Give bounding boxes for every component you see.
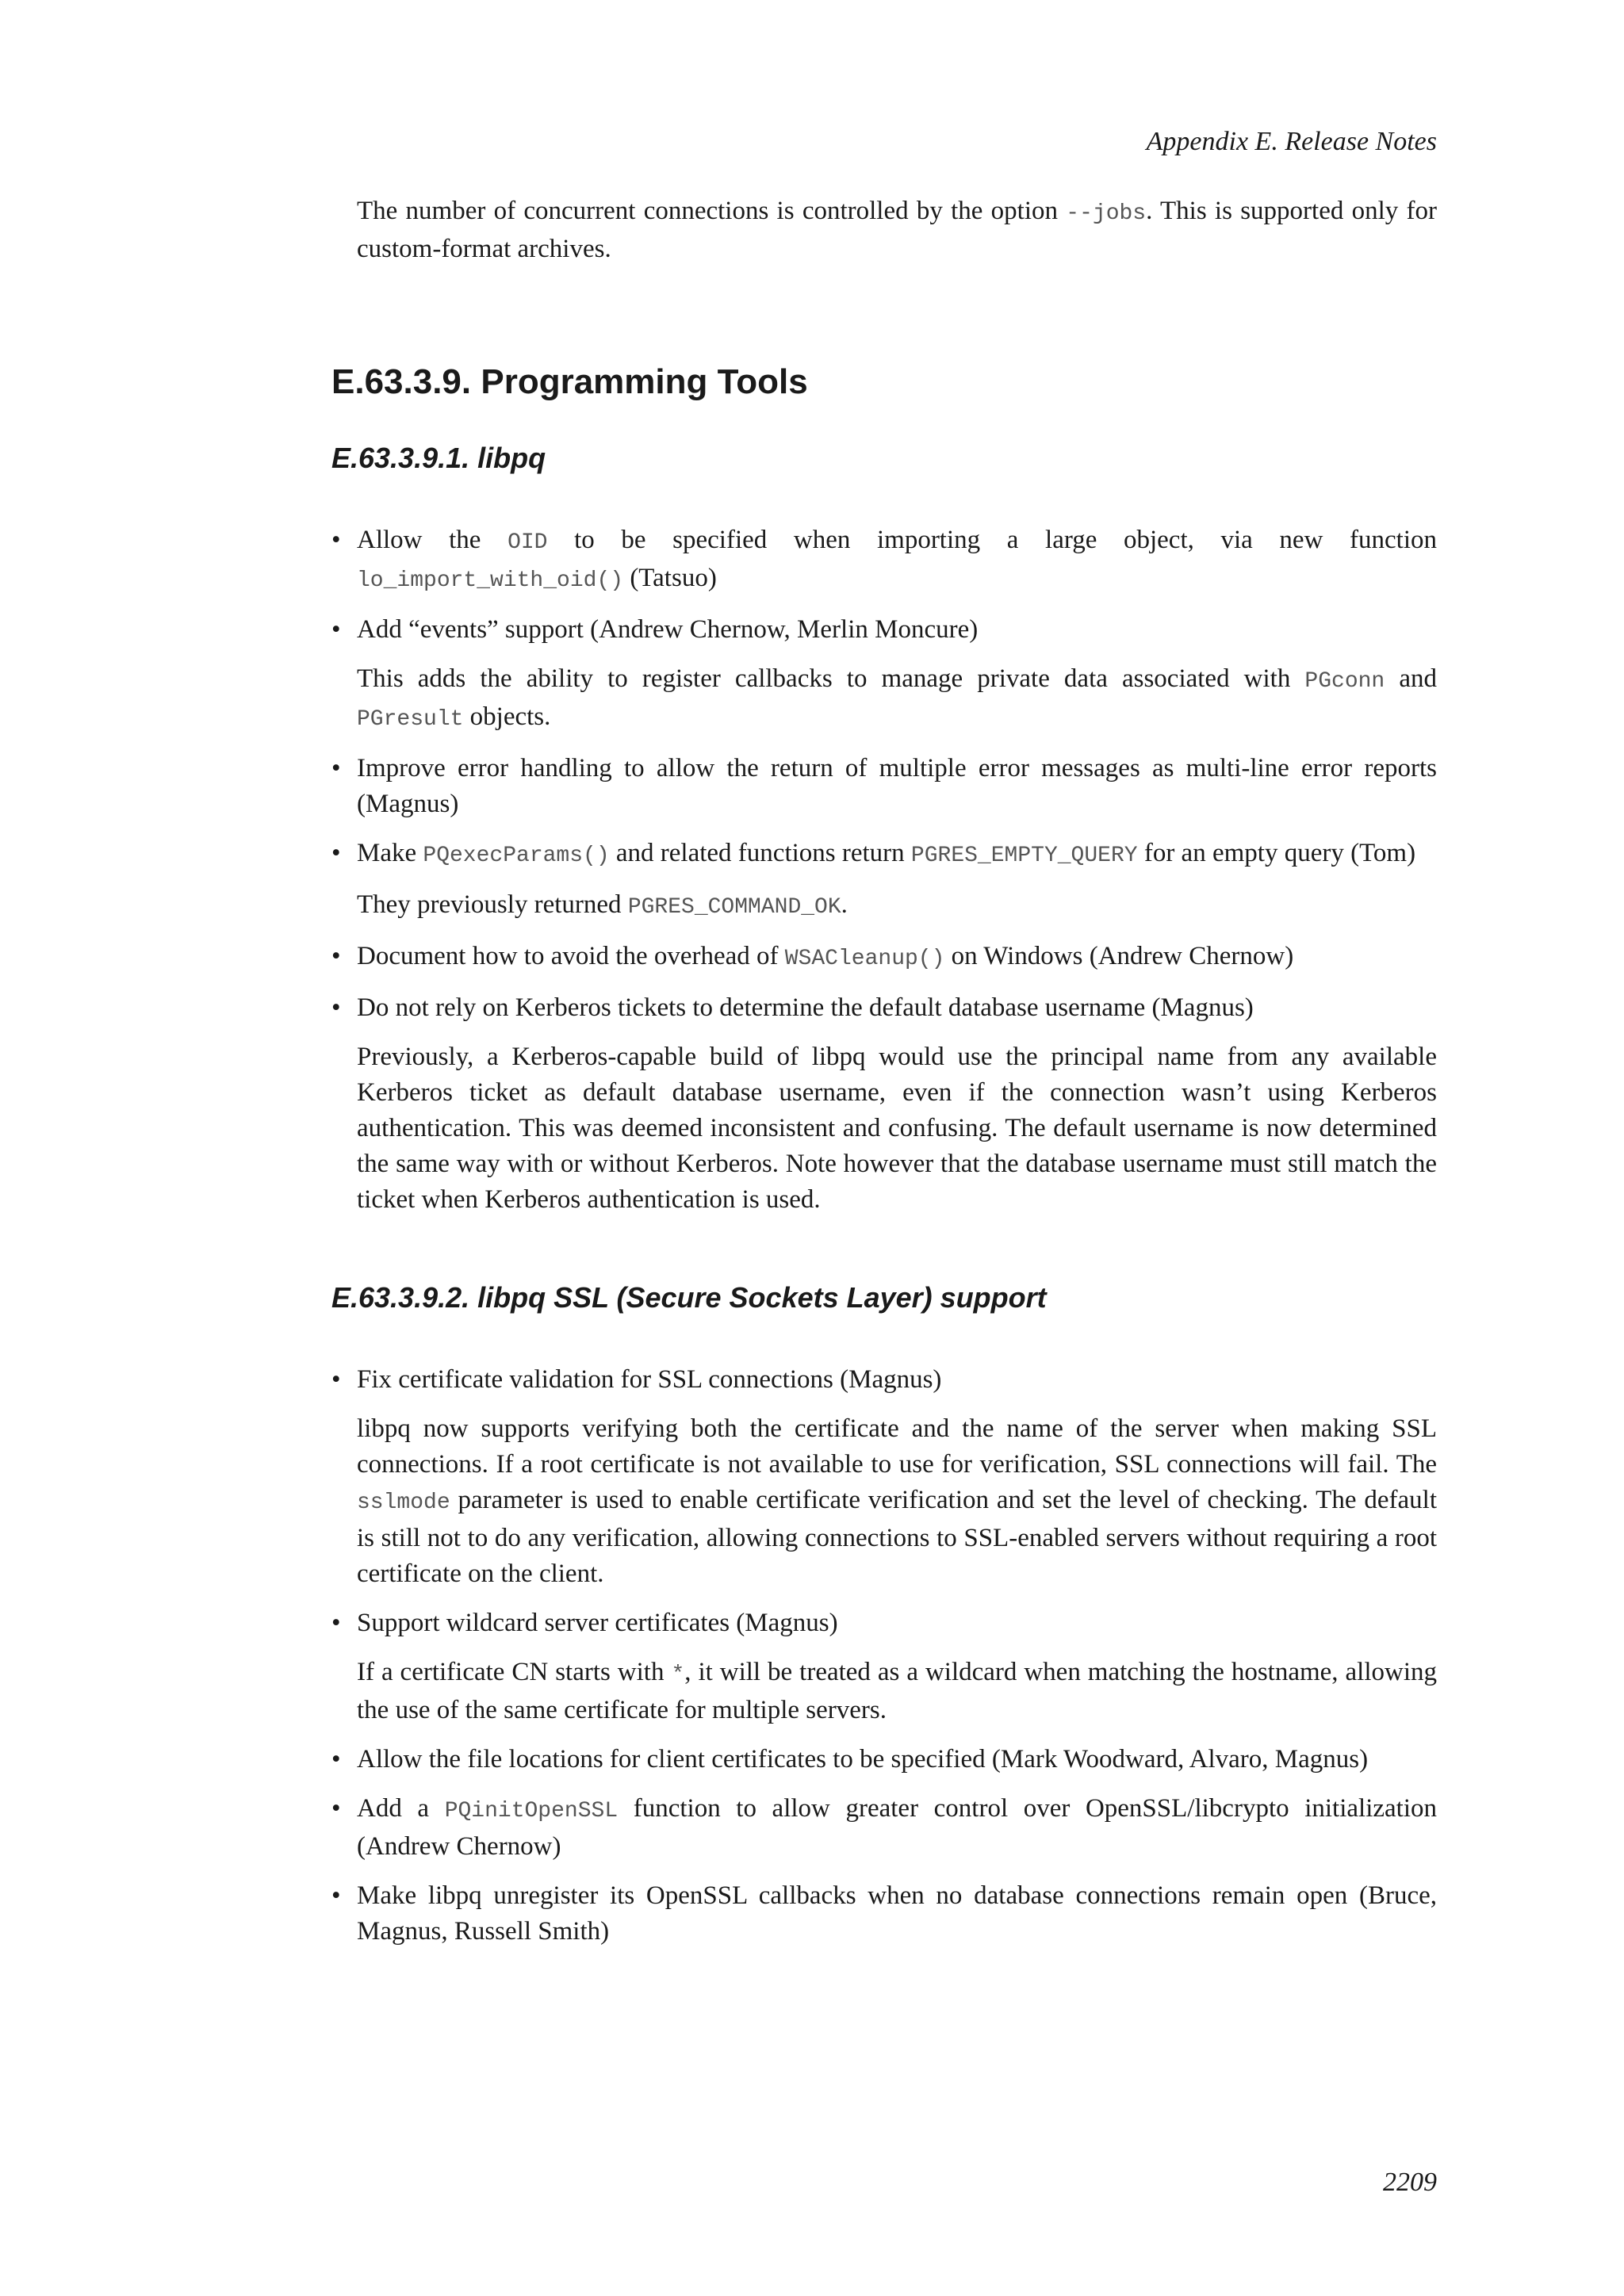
- libpq-items: [331, 522, 1437, 1218]
- code-pqinitopenssl: PQinitOpenSSL: [444, 1799, 619, 1823]
- page-content: [331, 193, 1437, 1950]
- item-text: Make libpq unregister its OpenSSL callbacks when no database connections remain open (Bruce, Magnus, Russell Smith): [357, 1881, 1437, 1946]
- item-note: This adds the ability to register callbacks to manage private data associated with PGconn and PGresult objects.: [357, 664, 1437, 732]
- item-note: libpq now supports verifying both the certificate and the name of the server when making SSL connections. If a root certificate is not available to use for verification, SSL connections will fail. The sslmode parameter is used to enable certificate verification and set the level of checking. The default is still not to do any verification, allowing connections to SSL-enabled servers without requiring a root certificate on the client.: [357, 1414, 1437, 1588]
- list-item: [331, 990, 1437, 1218]
- intro-text-before: The number of concurrent connections is controlled by the option: [357, 197, 1067, 225]
- code-jobs: --jobs: [1066, 201, 1147, 226]
- bullet-icon: •: [331, 839, 341, 867]
- list-item: [331, 1878, 1437, 1950]
- bullet-icon: •: [331, 1745, 341, 1774]
- subsection-heading-libpq: E.63.3.9.1. libpq: [331, 442, 546, 474]
- item-text: Do not rely on Kerberos tickets to determine the default database username (Magnus): [357, 993, 1254, 1022]
- bullet-icon: •: [331, 1609, 341, 1637]
- bullet-icon: •: [331, 526, 341, 554]
- item-text: Add a PQinitOpenSSL function to allow greater control over OpenSSL/libcrypto initialization (Andrew Chernow): [357, 1794, 1437, 1861]
- bullet-icon: •: [331, 942, 341, 970]
- item-text: Improve error handling to allow the return of multiple error messages as multi-line error reports (Magnus): [357, 754, 1437, 818]
- ssl-items: [331, 1362, 1437, 1950]
- section-heading: E.63.3.9. Programming Tools: [331, 362, 808, 401]
- list-item: [331, 1605, 1437, 1728]
- list-item: [331, 1362, 1437, 1592]
- item-text: Fix certificate validation for SSL connections (Magnus): [357, 1365, 942, 1394]
- code-pgresult: PGresult: [357, 707, 464, 732]
- item-text: Allow the OID to be specified when importing a large object, via new function lo_import_with_oid() (Tatsuo): [357, 526, 1437, 593]
- code-sslmode: sslmode: [357, 1490, 450, 1515]
- list-item: [331, 612, 1437, 737]
- item-text: Support wildcard server certificates (Magnus): [357, 1609, 838, 1637]
- item-text: Allow the file locations for client certificates to be specified (Mark Woodward, Alvaro, Magnus): [357, 1745, 1369, 1774]
- code-pgres-empty-query: PGRES_EMPTY_QUERY: [910, 844, 1138, 868]
- bullet-icon: •: [331, 754, 341, 783]
- bullet-icon: •: [331, 1881, 341, 1910]
- item-note: They previously returned PGRES_COMMAND_OK.: [357, 890, 848, 920]
- item-text: Add “events” support (Andrew Chernow, Merlin Moncure): [357, 615, 979, 644]
- code-pqexecparams: PQexecParams(): [423, 844, 610, 868]
- page-number: 2209: [1383, 2168, 1437, 2197]
- bullet-icon: •: [331, 1794, 341, 1823]
- code-oid: OID: [508, 530, 548, 555]
- subsection-heading-ssl: E.63.3.9.2. libpq SSL (Secure Sockets Layer) support: [331, 1281, 1047, 1314]
- running-header: Appendix E. Release Notes: [1146, 127, 1437, 156]
- intro-text-after: . This is supported only for custom-format archives.: [357, 197, 1437, 263]
- code-wsacleanup: WSACleanup(): [784, 947, 945, 971]
- list-item: [331, 836, 1437, 925]
- list-item: [331, 1742, 1437, 1777]
- item-text: Document how to avoid the overhead of WSACleanup() on Windows (Andrew Chernow): [357, 942, 1294, 971]
- code-asterisk: *: [671, 1663, 685, 1687]
- intro-paragraph: [331, 193, 1437, 267]
- list-item: [331, 939, 1437, 977]
- list-item: [331, 1791, 1437, 1865]
- item-note: Previously, a Kerberos-capable build of libpq would use the principal name from any available Kerberos ticket as default database username, even if the connection wasn’t using Kerberos authentication. This was deemed inconsistent and confusing. The default username is now determined the same way with or without Kerberos. Note however that the database username must still match the ticket when Kerberos authentication is used.: [357, 1043, 1437, 1214]
- list-item: [331, 751, 1437, 822]
- bullet-icon: •: [331, 993, 341, 1022]
- item-note: If a certificate CN starts with *, it will be treated as a wildcard when matching the hostname, allowing the use of the same certificate for multiple servers.: [357, 1658, 1437, 1724]
- list-item: [331, 522, 1437, 599]
- code-pgconn: PGconn: [1304, 669, 1385, 694]
- bullet-icon: •: [331, 1365, 341, 1394]
- code-lo-import: lo_import_with_oid(): [357, 568, 624, 593]
- code-pgres-command-ok: PGRES_COMMAND_OK: [627, 895, 841, 920]
- bullet-icon: •: [331, 615, 341, 644]
- item-text: Make PQexecParams() and related functions return PGRES_EMPTY_QUERY for an empty query (Tom): [357, 839, 1416, 868]
